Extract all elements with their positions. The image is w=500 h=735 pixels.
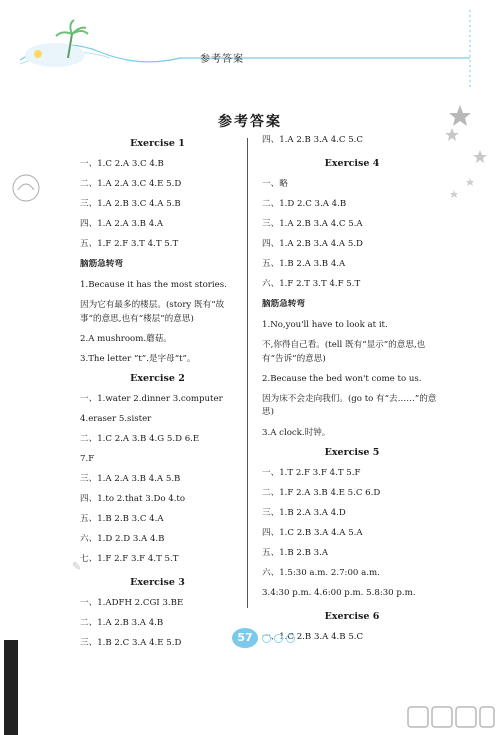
answer-row: 3.4:30 p.m. 4.6:00 p.m. 5.8:30 p.m.: [262, 587, 416, 598]
decor-dot: [262, 634, 271, 643]
watermark-logo: [406, 703, 496, 733]
answer-row: 五、1.F 2.F 3.T 4.T 5.T: [80, 238, 179, 249]
binding-edge: [4, 640, 18, 735]
answer-row: 一、1.T 2.F 3.F 4.T 5.F: [262, 467, 361, 478]
answer-paragraph: 3.The letter “t”.是字母“t”。: [80, 354, 196, 365]
answer-row: 二、1.A 2.A 3.C 4.E 5.D: [80, 178, 182, 189]
answer-paragraph: 1.Because it has the most stories.: [80, 279, 227, 290]
section-note: 脑筋急转弯: [262, 298, 305, 309]
answer-row: 二、1.F 2.A 3.B 4.E 5.C 6.D: [262, 487, 381, 498]
right-column: [262, 135, 442, 652]
exercise-title: Exercise 5: [324, 447, 380, 459]
header-decoration: [0, 0, 500, 90]
answer-row: 三、1.B 2.A 3.A 4.D: [262, 507, 346, 518]
answer-row: 二、1.C 2.A 3.B 4.G 5.D 6.E: [80, 434, 200, 445]
answer-row: 7.F: [80, 454, 95, 465]
answer-row: 三、1.A 2.B 3.A 4.C 5.A: [262, 218, 363, 229]
answer-row: 一、1.C 2.B 3.A 4.B 5.C: [262, 631, 364, 642]
page-number-badge: [232, 628, 302, 652]
answer-paragraph: 3.A clock.时钟。: [262, 427, 331, 438]
answer-row: 一、1.ADFH 2.CGI 3.BE: [80, 598, 184, 609]
faint-mark: ✎: [72, 560, 82, 573]
page-number: 57: [232, 628, 258, 648]
answer-row: 四、1.C 2.B 3.A 4.A 5.A: [262, 527, 363, 538]
answer-paragraph: 1.No,you'll have to look at it.: [262, 319, 388, 330]
exercise-title: Exercise 4: [324, 158, 380, 169]
answer-row: 二、1.A 2.B 3.A 4.B: [80, 618, 164, 629]
answer-row: 四、1.A 2.B 3.A 4.C 5.C: [262, 135, 363, 145]
answer-row: 四、1.A 2.A 3.B 4.A: [80, 218, 164, 229]
answer-row: 一、1.C 2.A 3.C 4.B: [80, 158, 164, 169]
header-title: 参考答案: [200, 54, 244, 65]
stamp-logo: [8, 170, 44, 206]
exercise-title: Exercise 6: [324, 610, 380, 622]
answer-row: 4.eraser 5.sister: [80, 414, 152, 425]
answer-row: 五、1.B 2.A 3.B 4.A: [262, 258, 346, 269]
answer-row: 一、略: [262, 178, 288, 189]
answer-row: 五、1.B 2.B 3.A: [262, 547, 329, 558]
column-divider: [247, 138, 248, 608]
answer-row: 三、1.B 2.C 3.A 4.E 5.D: [80, 638, 182, 649]
answer-paragraph: 2.A mushroom.蘑菇。: [80, 333, 172, 344]
exercise-title: Exercise 1: [130, 138, 185, 149]
answer-row: 四、1.A 2.B 3.A 4.A 5.D: [262, 238, 363, 249]
answer-paragraph: 因为床不会走向我们。(go to 有“去……”的意思): [262, 394, 437, 418]
answer-row: 六、1.F 2.T 3.T 4.F 5.T: [262, 278, 361, 289]
answer-row: 一、1.water 2.dinner 3.computer: [80, 394, 223, 405]
section-note: 脑筋急转弯: [80, 258, 123, 269]
answer-paragraph: 因为它有最多的楼层。(story 既有“故事”的意思,也有“楼层”的意思): [80, 300, 225, 324]
answer-row: 四、1.to 2.that 3.Do 4.to: [80, 494, 186, 505]
page-title: 参考答案: [218, 114, 282, 130]
page-header: [0, 0, 500, 90]
answer-row: 七、1.F 2.F 3.F 4.T 5.T: [80, 554, 179, 565]
answer-row: 三、1.A 2.A 3.B 4.A 5.B: [80, 474, 181, 485]
answer-paragraph: 不,你得自己看。(tell 既有“显示”的意思,也有“告诉”的意思): [262, 340, 426, 364]
left-column: [80, 135, 235, 658]
exercise-title: Exercise 2: [130, 373, 185, 385]
answer-row: 六、1.5:30 a.m. 2.7:00 a.m.: [262, 567, 380, 578]
answer-row: 三、1.A 2.B 3.C 4.A 5.B: [80, 198, 181, 209]
decor-dot: [286, 634, 295, 643]
answer-paragraph: 2.Because the bed won't come to us.: [262, 373, 422, 384]
answer-row: 二、1.D 2.C 3.A 4.B: [262, 198, 347, 209]
decor-dot: [274, 634, 283, 643]
exercise-title: Exercise 3: [130, 577, 185, 589]
answer-row: 六、1.D 2.D 3.A 4.B: [80, 534, 165, 545]
answer-row: 五、1.B 2.B 3.C 4.A: [80, 514, 164, 525]
